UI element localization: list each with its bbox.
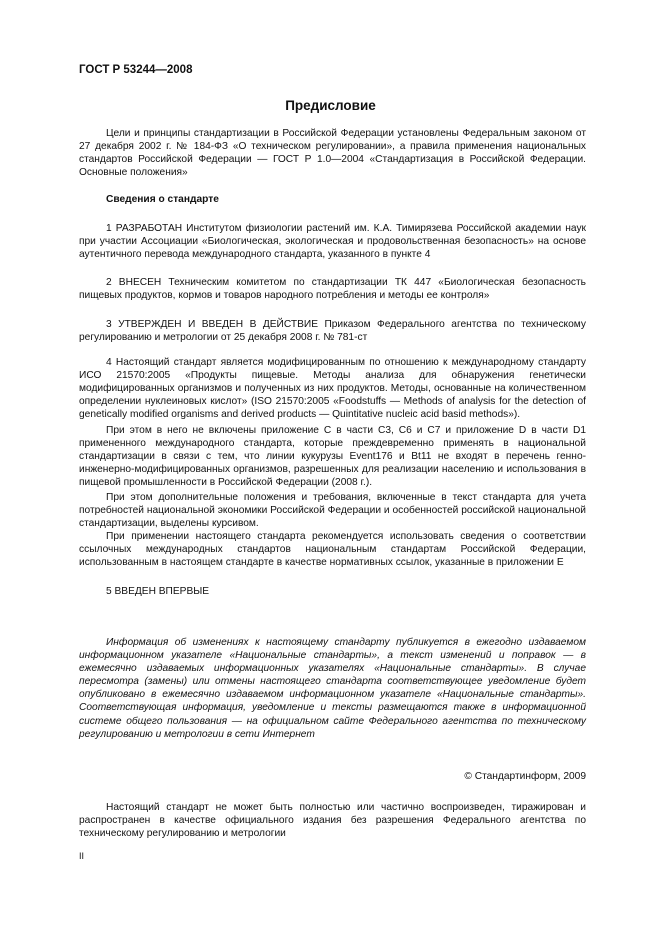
standard-info-heading: Сведения о стандарте [106, 194, 219, 205]
page-number: II [79, 851, 85, 861]
item-3-paragraph: 3 УТВЕРЖДЕН И ВВЕДЕН В ДЕЙСТВИЕ Приказом Федерального агентства по техническому регулированию и метрологии от 25 декабря 2008 г. № 781-ст [79, 319, 586, 344]
rights-paragraph: Настоящий стандарт не может быть полностью или частично воспроизведен, тиражирован и распространен в качестве официального издания без разрешения Федерального агентства по техническому регулированию и метрологии [79, 802, 586, 840]
intro-paragraph: Цели и принципы стандартизации в Российской Федерации установлены Федеральным законом от 27 декабря 2002 г. № 184-ФЗ «О техническом регулировании», а правила применения национальных стандартов Российской Федерации — ГОСТ Р 1.0—2004 «Стандартизация в Российской Федерации. Основные положения» [79, 128, 586, 179]
item-4-paragraph: 4 Настоящий стандарт является модифицированным по отношению к международному стандарту ИСО 21570:2005 «Продукты пищевые. Методы анализа для обнаружения генетически модифицированных организмов и полученных из них продуктов. Методы, основанные на количественном определении нуклеиновых кислот» (ISO 21570:2005 «Foodstuffs — Methods of analysis for the detection of genetically modified organisms and derived products — Quintitative nucleic acid basid methods»). [79, 357, 586, 421]
item-4-references-paragraph: При применении настоящего стандарта рекомендуется использовать сведения о соответствии ссылочных международных стандартов национальным стандартам Российской Федерации, использованным в настоящем стандарте в качестве нормативных ссылок, указанные в приложении Е [79, 531, 586, 569]
item-1-paragraph: 1 РАЗРАБОТАН Институтом физиологии растений им. К.А. Тимирязева Российской академии наук при участии Ассоциации «Биологическая, экологическая и продовольственная безопасность» на основе аутентичного перевода международного стандарта, указанного в пункте 4 [79, 223, 586, 261]
item-4-exclusions-paragraph: При этом в него не включены приложение С в части С3, С6 и С7 и приложение D в части D1 примененного международного стандарта, которые преждевременно применять в национальной стандартизации в связи с тем, что линии кукурузы Event176 и Bt11 не входят в перечень генно-инженерно-модифицированных организмов, разрешенных для реализации населению и использования в пищевой промышленности в Российской Федерации (2008 г.). [79, 425, 586, 489]
item-5-paragraph: 5 ВВЕДЕН ВПЕРВЫЕ [106, 586, 210, 597]
copyright-line: © Стандартинформ, 2009 [464, 771, 586, 782]
item-4-additions-paragraph: При этом дополнительные положения и требования, включенные в текст стандарта для учета потребностей национальной экономики Российской Федерации и особенностей российской национальной стандартизации, выделены курсивом. [79, 492, 586, 530]
document-code: ГОСТ Р 53244—2008 [79, 64, 193, 76]
page-title: Предисловие [285, 98, 376, 113]
item-2-paragraph: 2 ВНЕСЕН Техническим комитетом по стандартизации ТК 447 «Биологическая безопасность пищевых продуктов, кормов и товаров народного потребления и методы ее контроля» [79, 277, 586, 302]
notice-paragraph: Информация об изменениях к настоящему стандарту публикуется в ежегодно издаваемом информационном указателе «Национальные стандарты», а текст изменений и поправок — в ежемесячно издаваемых информационных указателях «Национальные стандарты». В случае пересмотра (замены) или отмены настоящего стандарта соответствующее уведомление будет опубликовано в ежемесячно издаваемом информационном указателе «Национальные стандарты». Соответствующая информация, уведомление и тексты размещаются также в информационной системе общего пользования — на официальном сайте Федерального агентства по техническому регулированию и метрологии в сети Интернет [79, 637, 586, 740]
